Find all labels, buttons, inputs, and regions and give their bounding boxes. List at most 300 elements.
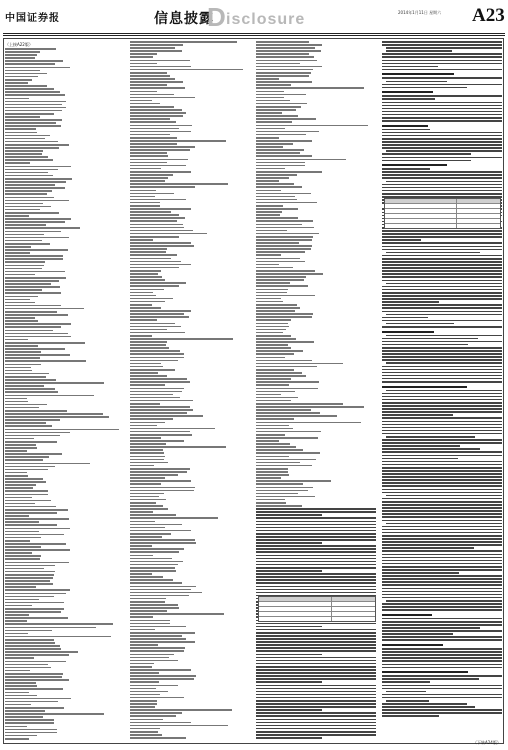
text-line (130, 366, 163, 368)
text-line (130, 103, 160, 105)
text-line (5, 391, 58, 393)
text-line (5, 178, 72, 180)
text-line (5, 376, 46, 378)
text-line (5, 534, 64, 536)
text-line (382, 597, 502, 599)
text-line (382, 286, 502, 288)
text-line (256, 350, 303, 352)
text-line (256, 103, 307, 105)
text-line (256, 555, 376, 557)
text-line (382, 709, 502, 711)
text-line (382, 356, 502, 358)
text-line (5, 209, 40, 211)
text-line (130, 254, 177, 256)
text-line (382, 95, 502, 97)
text-line (130, 449, 163, 451)
text-line (256, 425, 289, 427)
text-line (130, 418, 173, 420)
text-line (382, 664, 502, 666)
text-line (382, 295, 502, 297)
text-line (130, 697, 184, 699)
text-line (130, 162, 167, 164)
text-line (382, 479, 502, 481)
text-line (130, 44, 183, 46)
text-line (256, 56, 314, 58)
text-line (130, 171, 191, 173)
text-line (382, 526, 502, 528)
text-line (382, 138, 502, 140)
text-line (386, 335, 502, 337)
text-line (5, 664, 48, 666)
text-line (382, 164, 447, 166)
text-line (5, 224, 46, 226)
text-line (130, 527, 165, 529)
text-line (5, 518, 69, 520)
text-line (382, 657, 502, 659)
text-line (5, 175, 53, 177)
text-line (5, 596, 54, 598)
text-line (130, 425, 157, 427)
text-line (130, 456, 165, 458)
text-line (382, 575, 502, 577)
text-line (5, 60, 63, 62)
text-line (256, 388, 318, 390)
text-line (256, 41, 309, 43)
text-line (130, 335, 152, 337)
text-line (386, 50, 452, 52)
text-line (130, 217, 185, 219)
text-line (256, 208, 298, 210)
text-line (382, 433, 502, 435)
text-line (130, 279, 165, 281)
text-line (256, 227, 314, 229)
text-line (5, 141, 58, 143)
text-line (256, 728, 376, 730)
text-line (5, 122, 56, 124)
text-line (256, 128, 285, 130)
text-line (130, 406, 190, 408)
text-line (382, 255, 502, 257)
text-line (130, 422, 165, 424)
text-line (5, 379, 56, 381)
text-line (382, 102, 502, 104)
text-line (256, 267, 293, 269)
text-line (5, 104, 62, 106)
text-line (382, 671, 468, 673)
text-line (382, 675, 502, 677)
text-line (130, 623, 170, 625)
text-line (256, 87, 364, 89)
text-line (5, 487, 33, 489)
text-line (256, 431, 321, 433)
text-line (5, 571, 55, 573)
section-title-en: isclosure (226, 11, 306, 28)
text-line (130, 159, 188, 161)
text-line (5, 265, 44, 267)
text-line (256, 316, 312, 318)
text-line (130, 539, 195, 541)
text-line (256, 165, 305, 167)
text-line (256, 171, 322, 173)
text-line (5, 88, 54, 90)
text-line (5, 679, 69, 681)
text-line (130, 264, 191, 266)
text-line (256, 635, 376, 637)
text-line (5, 169, 58, 171)
text-line (5, 568, 44, 570)
text-line (256, 159, 346, 161)
text-line (130, 613, 224, 615)
text-line (256, 409, 311, 411)
text-line (382, 697, 502, 699)
text-line (382, 442, 502, 444)
text-line (5, 277, 66, 279)
text-line (130, 688, 156, 690)
text-line (256, 224, 302, 226)
text-line (256, 542, 322, 544)
text-line (256, 137, 279, 139)
text-line (5, 602, 64, 604)
text-line (256, 654, 322, 656)
text-line (382, 350, 502, 352)
text-line (130, 415, 203, 417)
text-line (256, 100, 290, 102)
text-line (130, 282, 186, 284)
text-line (130, 626, 186, 628)
text-line (5, 654, 69, 656)
text-line (5, 184, 55, 186)
text-line (382, 408, 502, 410)
text-line (256, 307, 300, 309)
text-line (130, 261, 181, 263)
text-line (382, 594, 502, 596)
text-line (5, 243, 50, 245)
text-line (130, 289, 164, 291)
text-line (256, 490, 308, 492)
text-line (256, 341, 314, 343)
text-line (130, 725, 228, 727)
text-line (382, 417, 502, 419)
text-line (130, 109, 182, 111)
text-line (130, 551, 179, 553)
text-line (256, 474, 289, 476)
text-line (130, 582, 182, 584)
text-line (382, 630, 502, 632)
text-line (256, 258, 300, 260)
text-line (256, 567, 376, 569)
text-line (130, 72, 167, 74)
text-line (5, 172, 48, 174)
text-line (256, 140, 312, 142)
text-line (130, 78, 175, 80)
text-line (382, 341, 502, 343)
text-line (256, 121, 292, 123)
text-line (382, 541, 502, 543)
text-line (382, 660, 502, 662)
text-line (382, 359, 502, 361)
issue-date: 2014年1月11日 星期六 (398, 10, 442, 15)
text-line (256, 697, 376, 699)
text-line (5, 670, 30, 672)
text-line (5, 364, 41, 366)
text-line (382, 399, 502, 401)
text-line (256, 403, 343, 405)
text-line (256, 452, 320, 454)
text-line (130, 731, 158, 733)
text-line (382, 292, 502, 294)
text-line (130, 326, 181, 328)
text-line (382, 461, 502, 463)
text-line (386, 700, 429, 702)
text-line (5, 515, 29, 517)
text-line (5, 107, 66, 109)
text-line (130, 505, 163, 507)
text-line (5, 537, 41, 539)
text-line (382, 270, 502, 272)
text-line (382, 171, 502, 173)
text-line (382, 566, 502, 568)
text-line (382, 424, 502, 426)
text-line (130, 734, 162, 736)
text-line (256, 483, 303, 485)
text-line (5, 354, 70, 356)
text-line (5, 565, 55, 567)
text-line (130, 521, 155, 523)
text-line (130, 660, 178, 662)
text-line (256, 245, 312, 247)
text-line (5, 283, 51, 285)
text-line (5, 395, 94, 397)
text-line (382, 560, 502, 562)
text-line (5, 63, 55, 65)
text-line (130, 437, 161, 439)
text-line (5, 258, 63, 260)
text-line (386, 436, 475, 438)
text-line (382, 439, 502, 441)
text-line (5, 620, 27, 622)
text-line (382, 258, 502, 260)
text-line (256, 125, 368, 127)
text-line (382, 381, 502, 383)
text-line (382, 386, 467, 388)
text-line (130, 75, 170, 77)
text-line (5, 583, 53, 585)
text-line (5, 200, 69, 202)
text-line (130, 186, 195, 188)
text-line (5, 271, 65, 273)
text-line (256, 264, 279, 266)
text-line (5, 274, 35, 276)
text-line (130, 329, 167, 331)
text-line (382, 688, 502, 690)
text-line (5, 735, 37, 737)
text-line (5, 401, 28, 403)
text-line (256, 530, 376, 532)
text-line (256, 84, 291, 86)
text-line (386, 252, 480, 254)
text-line (256, 558, 376, 560)
text-line (5, 320, 38, 322)
text-line (256, 657, 376, 659)
text-line (386, 81, 447, 83)
text-line (130, 60, 190, 62)
text-line (5, 685, 37, 687)
text-line (5, 490, 48, 492)
text-line (382, 448, 480, 450)
text-line (382, 141, 502, 143)
text-line (382, 678, 479, 680)
text-line (256, 678, 376, 680)
text-line (130, 409, 193, 411)
text-line (5, 608, 64, 610)
text-line (382, 445, 460, 447)
text-line (256, 214, 280, 216)
text-line (5, 249, 68, 251)
text-line (256, 168, 285, 170)
text-line (256, 91, 284, 93)
text-line (382, 467, 502, 469)
text-line (130, 666, 152, 668)
continued-to-label: （下转A24版） (473, 740, 501, 745)
text-line (130, 403, 160, 405)
text-line (382, 111, 502, 113)
text-line (5, 119, 62, 121)
text-line (5, 286, 60, 288)
text-line (130, 143, 177, 145)
text-line (256, 629, 376, 631)
text-line (382, 554, 502, 556)
text-line (256, 459, 316, 461)
text-line (5, 707, 64, 709)
text-line (130, 715, 176, 717)
text-line (256, 289, 288, 291)
text-line (130, 332, 185, 334)
text-line (5, 206, 51, 208)
text-line (5, 181, 66, 183)
text-line (5, 528, 70, 530)
text-line (382, 369, 502, 371)
text-line (256, 391, 295, 393)
text-line (5, 661, 66, 663)
text-line (382, 84, 502, 86)
text-line (382, 609, 502, 611)
text-line (382, 147, 502, 149)
text-line (5, 187, 65, 189)
text-line (256, 196, 295, 198)
text-line (256, 675, 376, 677)
text-line (382, 591, 502, 593)
text-line (256, 573, 376, 575)
text-line (256, 737, 322, 739)
text-line (130, 474, 178, 476)
text-line (5, 698, 71, 700)
text-line (5, 94, 65, 96)
text-line (130, 462, 168, 464)
text-line (382, 153, 471, 155)
text-line (130, 548, 184, 550)
text-line (130, 174, 173, 176)
text-line (256, 118, 316, 120)
text-line (256, 400, 291, 402)
text-line (5, 360, 86, 362)
text-line (5, 738, 29, 740)
text-line (130, 316, 189, 318)
text-line (130, 310, 191, 312)
text-line (130, 496, 159, 498)
text-line (130, 121, 176, 123)
text-line (5, 722, 54, 724)
text-line (130, 350, 180, 352)
text-line (382, 372, 502, 374)
text-line (5, 497, 32, 499)
text-line (130, 465, 154, 467)
text-line (256, 663, 376, 665)
text-line (5, 234, 44, 236)
text-line (382, 60, 502, 62)
text-line (130, 397, 180, 399)
text-line (256, 545, 376, 547)
data-table-1 (384, 198, 501, 229)
text-line (256, 220, 313, 222)
text-line (5, 639, 54, 641)
text-line (256, 69, 313, 71)
text-line (5, 611, 61, 613)
table-row (385, 224, 500, 228)
text-line (5, 716, 43, 718)
text-line (382, 681, 430, 683)
text-line (256, 700, 376, 702)
text-line (382, 187, 502, 189)
text-line (256, 514, 322, 516)
text-line (382, 91, 433, 93)
text-line (256, 582, 376, 584)
text-line (130, 177, 168, 179)
text-line (130, 443, 166, 445)
text-line (382, 108, 502, 110)
text-line (130, 230, 193, 232)
text-line (382, 535, 502, 537)
text-line (256, 190, 281, 192)
text-line (130, 149, 190, 151)
text-line (130, 657, 169, 659)
text-line (256, 428, 293, 430)
text-line (382, 633, 453, 635)
text-line (256, 681, 322, 683)
text-line (5, 494, 48, 496)
text-line (130, 579, 173, 581)
text-line (5, 54, 37, 56)
text-line (256, 487, 313, 489)
text-line (130, 378, 187, 380)
text-line (5, 212, 59, 214)
text-line (130, 338, 233, 340)
text-line (256, 372, 302, 374)
text-line (256, 162, 305, 164)
text-line (382, 160, 471, 162)
text-line (256, 251, 305, 253)
text-line (382, 53, 502, 55)
text-line (5, 648, 61, 650)
text-line (5, 580, 50, 582)
text-line (5, 630, 52, 632)
text-line (5, 574, 54, 576)
text-line (130, 632, 195, 634)
text-line (130, 511, 153, 513)
text-line (5, 305, 61, 307)
text-line (5, 261, 45, 263)
text-line (130, 63, 157, 65)
text-line (256, 527, 376, 529)
